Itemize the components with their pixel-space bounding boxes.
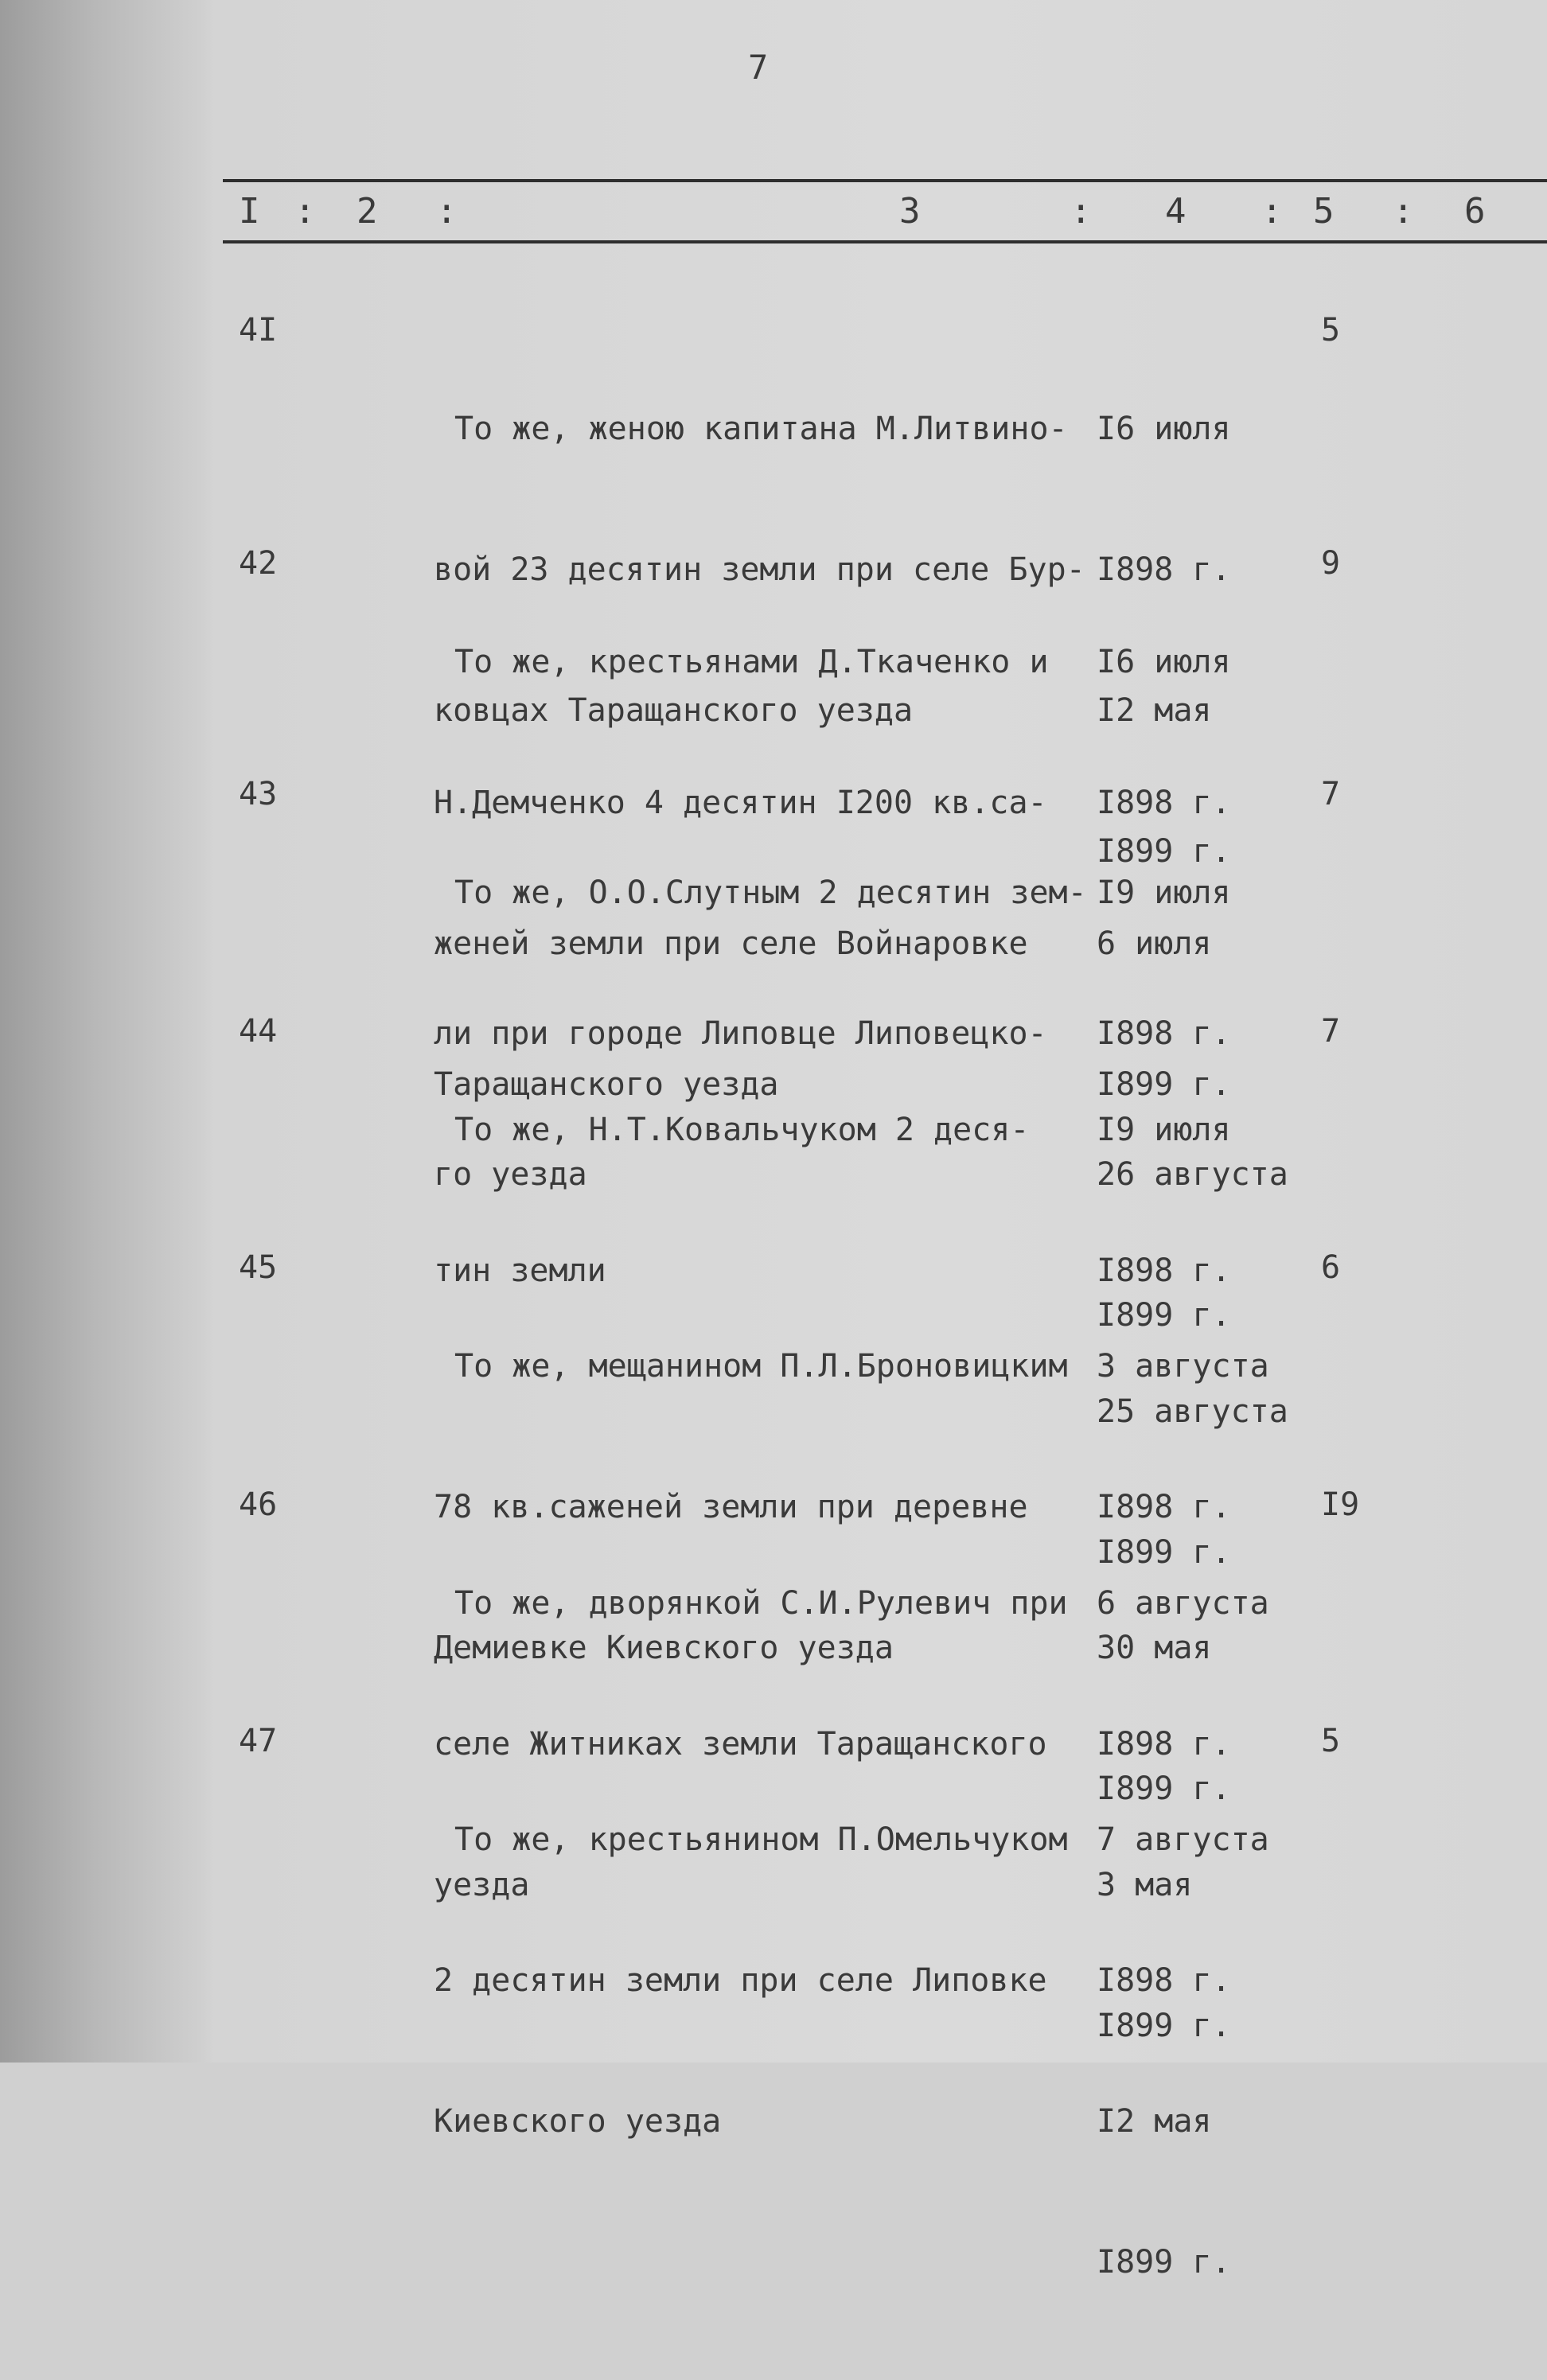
date-line: I899 г. [1097,2008,1231,2044]
date-line: I6 июля [1097,644,1231,680]
description-line: То же, крестьянином П.Омельчуком [454,1821,1068,1858]
date-line: I898 г. [1097,551,1231,588]
date-line: I898 г. [1097,1962,1231,1999]
date-line: 30 мая [1097,1630,1212,1666]
date-line: 6 августа [1097,1585,1269,1622]
header-sep-5: : [1393,191,1414,232]
date-line: I899 г. [1097,1297,1231,1334]
header-sep-2: : [436,191,458,232]
record-dates [1097,1723,1269,2380]
page-number: 7 [748,48,769,87]
date-line: 26 августа [1097,1156,1288,1193]
date-line: 6 июля [1097,925,1212,962]
description-line: ковцах Таращанского уезда [434,692,914,729]
record-pages: 7 [1321,1013,1341,1050]
record-number: 47 [239,1723,278,1759]
description-line: Н.Демченко 4 десятин I200 кв.са- [434,785,1047,821]
description-line: тин земли [434,1252,606,1289]
header-rule-bottom [223,240,1547,243]
description-line: селе Житниках земли Таращанского [434,1726,1047,1763]
description-line: 78 кв.саженей земли при деревне [434,1489,1028,1525]
description-line: Демиевке Киевского уезда [434,1630,894,1666]
description-line: То же, женою капитана М.Литвино- [454,411,1068,447]
record-number: 44 [239,1013,278,1050]
record-pages: 5 [1321,1723,1341,1759]
description-line: ли при городе Липовце Липовецко- [434,1015,1047,1052]
header-col-3: 3 [899,191,921,232]
record-pages: 7 [1321,776,1341,812]
date-line: 3 мая [1097,1867,1193,1903]
header-rule-top [223,179,1547,182]
date-line: I2 мая [1097,692,1212,729]
date-line: I6 июля [1097,411,1231,447]
record-number: 46 [239,1486,278,1523]
description-line: 2 десятин земли при селе Липовке [434,1962,1047,1999]
date-line: I899 г. [1097,1770,1231,1807]
header-sep-4: : [1261,191,1283,232]
description-line: уезда [434,1867,530,1903]
date-line: I9 июля [1097,1112,1231,1148]
date-line: I899 г. [1097,1534,1231,1571]
record-pages: 5 [1321,312,1341,349]
header-col-5: 5 [1313,191,1335,232]
description-line: Киевского уезда [434,2103,722,2140]
date-line: I898 г. [1097,1726,1231,1763]
description-line: То же, дворянкой С.И.Рулевич при [454,1585,1068,1622]
description-line: То же, крестьянами Д.Ткаченко и [454,644,1049,680]
header-sep-3: : [1070,191,1092,232]
date-line: I899 г. [1097,1066,1231,1103]
description-line: женей земли при селе Войнаровке [434,925,1028,962]
record-pages: 9 [1321,545,1341,582]
description-line: То же, О.О.Слутным 2 десятин зем- [454,874,1087,911]
record-pages: 6 [1321,1249,1341,1286]
date-line: 3 августа [1097,1348,1269,1385]
description-line: То же, мещанином П.Л.Броновицким [454,1348,1068,1385]
header-col-2: 2 [357,191,378,232]
date-line: I2 мая [1097,2103,1212,2140]
date-line: I9 июля [1097,874,1231,911]
date-line: I899 г. [1097,833,1231,870]
record-number: 43 [239,776,278,812]
date-line: I898 г. [1097,1015,1231,1052]
record-pages: I9 [1321,1486,1360,1523]
description-line: го уезда [434,1156,587,1193]
description-line: То же, Н.Т.Ковальчуком 2 деся- [454,1112,1030,1148]
record-number: 4I [239,312,278,349]
date-line: 7 августа [1097,1821,1269,1858]
date-line: 25 августа [1097,1393,1288,1430]
date-line: I899 г. [1097,2244,1231,2281]
description-line: Таращанского уезда [434,1066,779,1103]
record-number: 45 [239,1249,278,1286]
description-line: вой 23 десятин земли при селе Бур- [434,551,1085,588]
header-sep-1: : [294,191,316,232]
date-line: I898 г. [1097,785,1231,821]
header-col-6: 6 [1464,191,1486,232]
record-number: 42 [239,545,278,582]
record-description [434,1723,1068,2239]
date-line: I898 г. [1097,1489,1231,1525]
header-col-1: I [239,191,260,232]
date-line: I898 г. [1097,1252,1231,1289]
header-col-4: 4 [1165,191,1187,232]
record-row [0,1723,1547,2281]
